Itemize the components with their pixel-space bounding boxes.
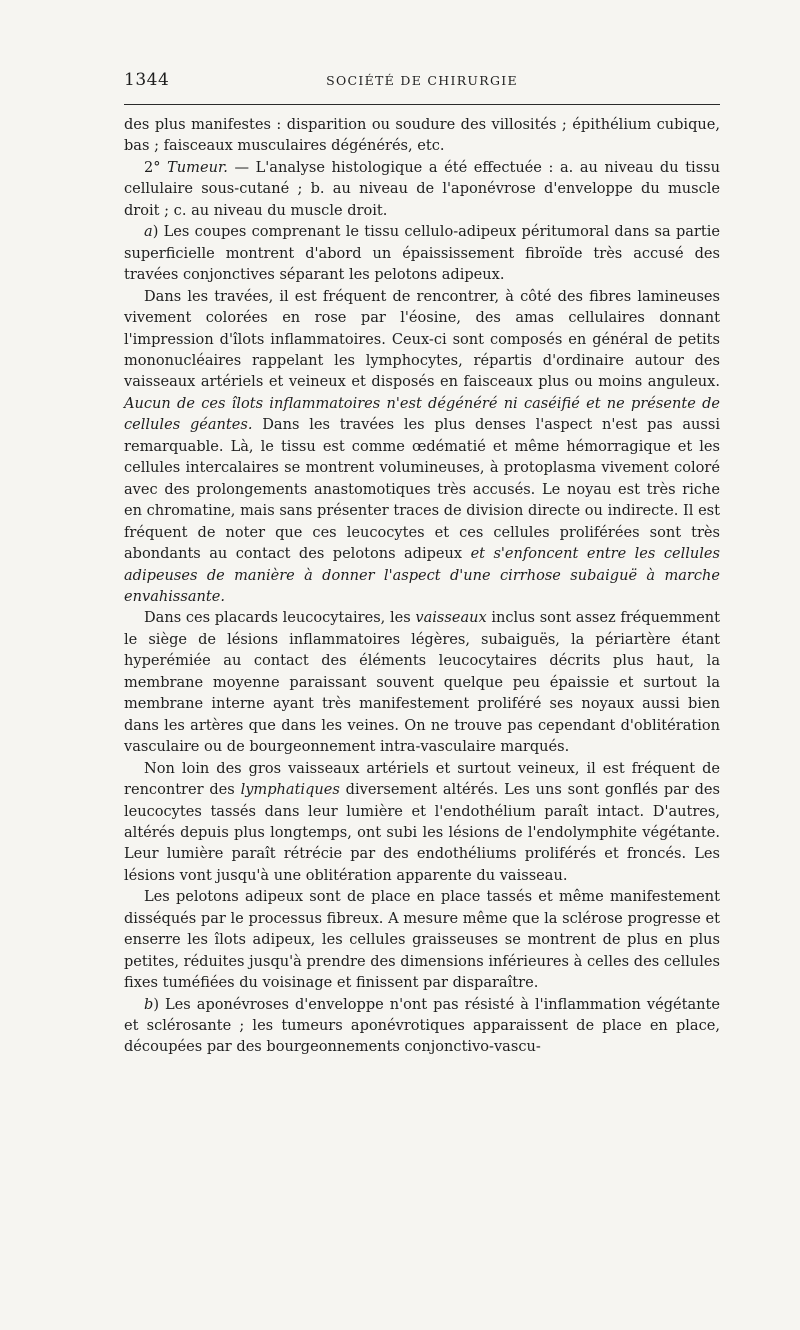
header-rule [124,104,720,105]
paragraph [124,886,720,993]
text-run: inclus sont assez fréquemment le siège de lésions inflammatoires légères, subaiguës, la périartère étant hyperémiée au contact des éléments leucocytaires décrits plus haut, la membrane moyenne paraissant souvent quelque peu épaissie et surtout la membrane interne ayant très manifestement proliféré ses noyaux aussi bien dans les artères que dans les veines. On ne trouve pas cependant d'oblitération vasculaire ou de bourgeonnement intra-vasculaire marqués. [124,609,720,756]
paragraph [124,286,720,608]
italic-run: vaisseaux [415,609,487,627]
running-title: SOCIÉTÉ DE CHIRURGIE [326,73,518,88]
text-run: — L'analyse histologique a été effectuée : a. au niveau du tissu cellulaire sous-cutané ; b. au niveau de l'aponévrose d'enveloppe du muscle droit ; c. au niveau du muscle droit. [124,158,720,219]
text-run: Dans les travées les plus denses l'aspect n'est pas aussi remarquable. Là, le tissu est comme œdématié et même hémorragique et les cellules intercalaires se montrent volumineuses, à protoplasma vivement coloré avec des prolongements anastomotiques très accusés. Le noyau est très riche en chromatine, mais sans présenter traces de division directe ou indirecte. Il est fréquent de noter que ces leucocytes et ces cellules proliférées sont très abondants au contact des pelotons adipeux [124,416,720,563]
paragraph [124,758,720,887]
text-run: Dans ces placards leucocytaires, les [144,609,416,627]
text-run: Dans les travées, il est fréquent de rencontrer, à côté des fibres lamineuses vivement colorées en rose par l'éosine, des amas cellulaires donnant l'impression d'îlots inflammatoires. Ceux-ci sont composés en général de petits mononucléaires rappelant les lymphocytes, répartis d'ordinaire autour des vaisseaux artériels et veineux et disposés en faisceaux plus ou moins anguleux. [124,287,720,391]
italic-run: Aucun de ces îlots inflammatoires n'est dégénéré ni caséifié et ne présente de cellules géantes. [124,394,720,434]
italic-run: et s'enfoncent entre les cellules adipeuses de manière à donner l'aspect d'une cirrhose subaiguë à marche envahissante. [124,545,720,605]
paragraph [124,994,720,1058]
italic-run: b [144,995,154,1013]
body-text [124,114,720,1058]
text-run: Les pelotons adipeux sont de place en place tassés et même manifestement disséqués par le processus fibreux. A mesure même que la sclérose progresse et enserre les îlots adipeux, les cellules graisseuses se montrent de plus en plus petites, réduites jusqu'à prendre des dimensions inférieures à celles des cellules fixes tuméfiées du voisinage et finissent par disparaître. [124,888,720,992]
italic-run: Tumeur. [167,158,228,176]
paragraph [124,221,720,285]
text-run: 2° [144,158,168,176]
page [124,70,720,1058]
page-number: 1344 [124,70,170,90]
paragraph [124,607,720,757]
paragraph [124,157,720,221]
italic-run: a [144,223,153,241]
running-head [124,70,720,100]
text-run: Non loin des gros vaisseaux artériels et surtout veineux, il est fréquent de rencontrer des [124,759,720,799]
text-run: ) Les aponévroses d'enveloppe n'ont pas résisté à l'inflammation végétante et sclérosante ; les tumeurs aponévrotiques apparaissent de place en place, découpées par des bourgeonnements conjonctivo-vascu- [124,995,720,1056]
text-run: diversement altérés. Les uns sont gonflés par des leucocytes tassés dans leur lumière et l'endothélium paraît intact. D'autres, altérés depuis plus longtemps, ont subi les lésions de l'endolymphite végétante. Leur lumière paraît rétrécie par des endothéliums proliférés et froncés. Les lésions vont jusqu'à une oblitération apparente du vaisseau. [124,781,721,884]
italic-run: lymphatiques [240,781,340,799]
paragraph [124,114,720,157]
text-run: des plus manifestes : disparition ou soudure des villosités ; épithélium cubique, bas ; faisceaux musculaires dégénérés, etc. [124,116,720,155]
text-run: ) Les coupes comprenant le tissu cellulo-adipeux péritumoral dans sa partie superficielle montrent d'abord un épaississement fibroïde très accusé des travées conjonctives séparant les pelotons adipeux. [124,223,720,284]
